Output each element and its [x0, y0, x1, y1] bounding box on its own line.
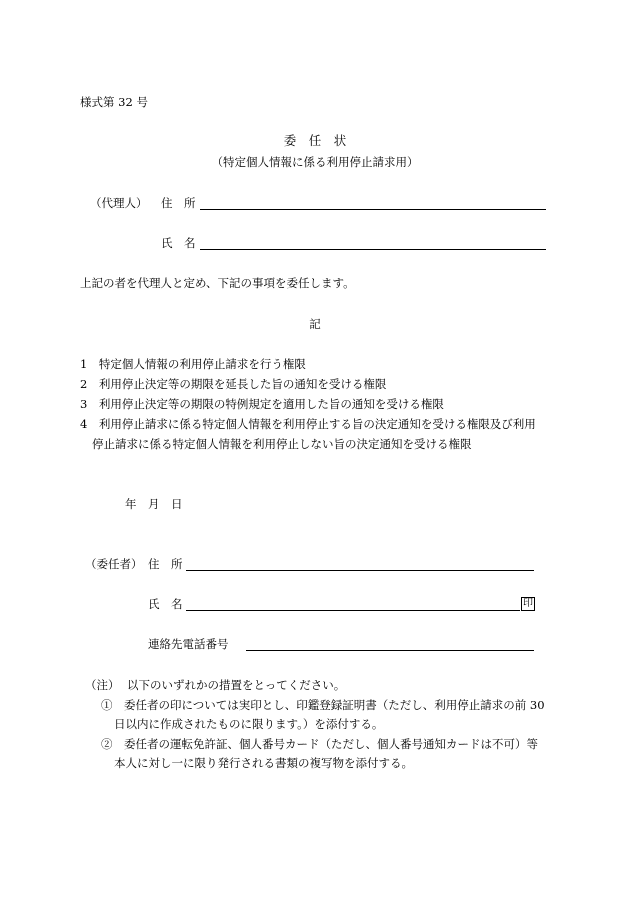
item-1: 1 特定個人情報の利用停止請求を行う権限	[80, 357, 306, 371]
agent-name-label: 氏 名	[161, 236, 196, 250]
agent-role-label: （代理人）	[90, 196, 148, 210]
notes-label: （注）	[85, 678, 120, 692]
principal-name-label: 氏 名	[148, 597, 183, 611]
principal-name-line[interactable]	[186, 610, 520, 611]
agent-address-label: 住 所	[161, 196, 196, 210]
seal-mark: 印	[523, 598, 533, 609]
item-3: 3 利用停止決定等の期限の特例規定を適用した旨の通知を受ける権限	[80, 397, 444, 411]
agent-address-line[interactable]	[200, 209, 546, 210]
notes-heading: 以下のいずれかの措置をとってください。	[127, 678, 346, 692]
document-title: 委 任 状	[283, 133, 347, 148]
principal-address-label: 住 所	[148, 557, 183, 571]
item-4: 4 利用停止請求に係る特定個人情報を利用停止する旨の決定通知を受ける権限及び利用	[80, 417, 536, 431]
document-subtitle: （特定個人情報に係る利用停止請求用）	[211, 155, 419, 169]
principal-role-label: （委任者）	[85, 557, 143, 571]
principal-phone-line[interactable]	[246, 650, 534, 651]
note-2-line-2: 本人に対し一に限り発行される書類の複写物を添付する。	[114, 756, 413, 770]
note-2-line-1: ② 委任者の運転免許証、個人番号カード（ただし、個人番号通知カードは不可）等	[101, 737, 538, 751]
principal-address-line[interactable]	[186, 570, 534, 571]
item-2: 2 利用停止決定等の期限を延長した旨の通知を受ける権限	[80, 377, 387, 391]
form-number: 様式第 32 号	[80, 95, 148, 109]
principal-phone-label: 連絡先電話番号	[148, 637, 229, 651]
intro-text: 上記の者を代理人と定め、下記の事項を委任します。	[80, 276, 355, 290]
item-4-continued: 停止請求に係る特定個人情報を利用停止しない旨の決定通知を受ける権限	[92, 437, 472, 451]
note-1-line-2: 日以内に作成されたものに限ります。）を添付する。	[114, 717, 384, 731]
ki-heading: 記	[309, 317, 321, 331]
date-field[interactable]: 年 月 日	[125, 497, 183, 511]
agent-name-line[interactable]	[200, 249, 546, 250]
note-1-line-1: ① 委任者の印については実印とし、印鑑登録証明書（ただし、利用停止請求の前 30	[101, 698, 545, 712]
